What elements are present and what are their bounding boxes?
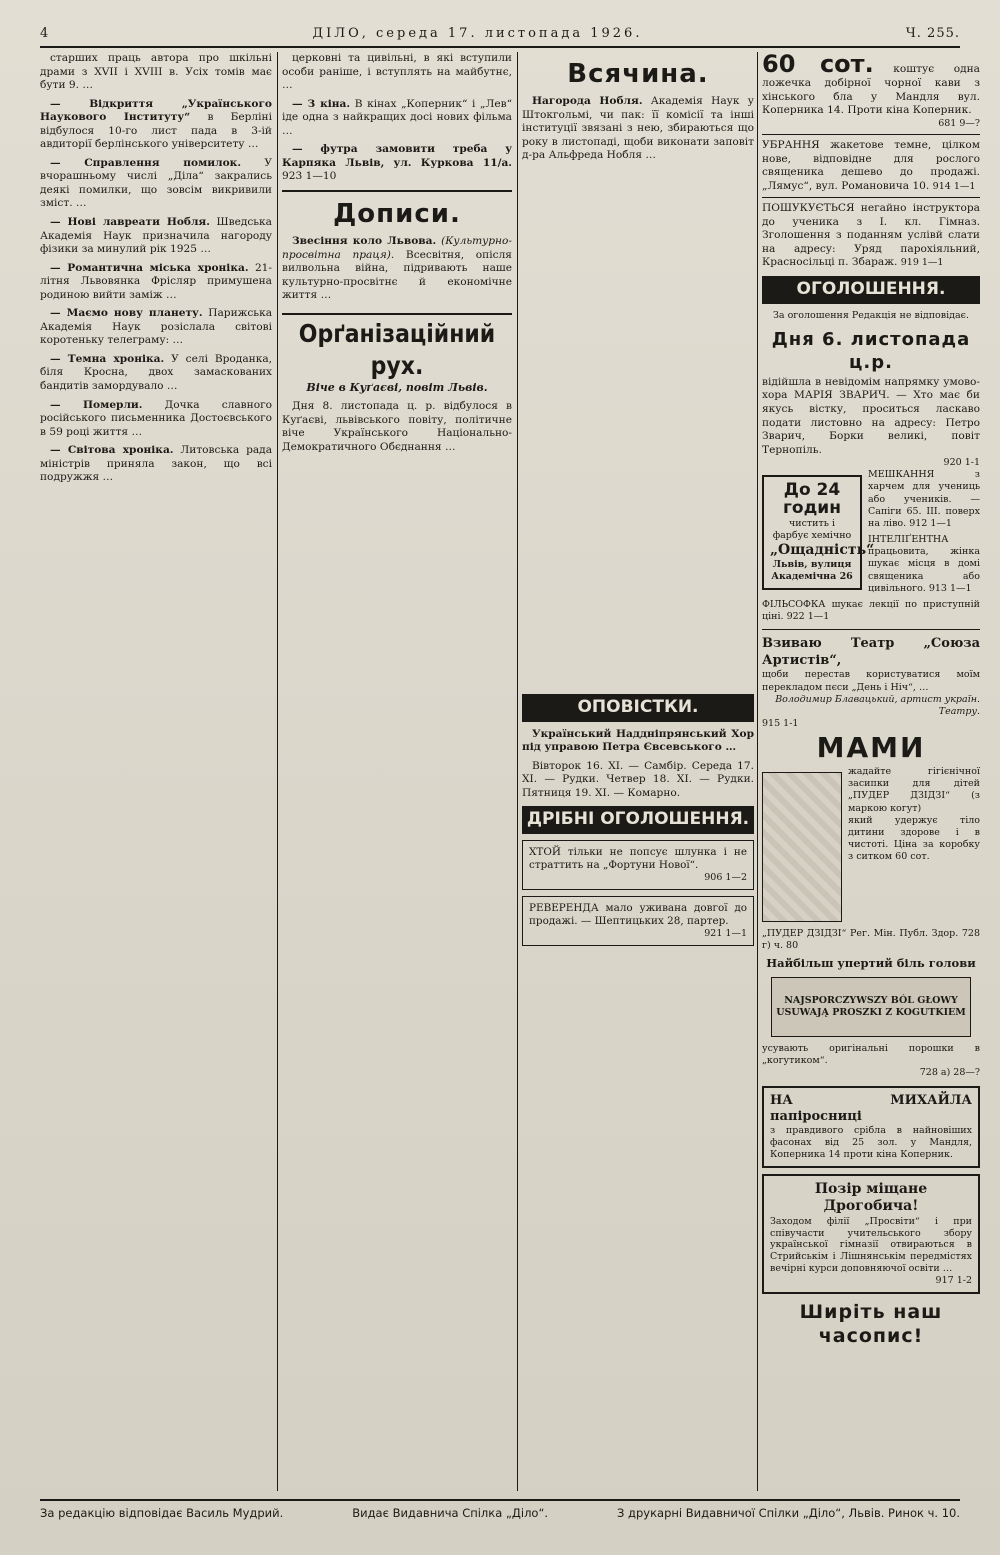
article-dark-chronicle	[40, 353, 272, 394]
ad-drohobych	[762, 1174, 980, 1294]
ad-address: Львів, вулиця Академічна 26	[771, 559, 853, 583]
ad-text: ПОШУКУЄТЬСЯ негайно інструктора до ученика з I. кл. Гімназ. Зголошення з поданням услівй слати на адресу: Уряд парохіяльний, Красносільці п. Збараж.	[762, 202, 980, 269]
ad-number: 917 1-2	[935, 1275, 972, 1287]
headline: — Померли.	[50, 398, 143, 411]
ad-mykhaila	[762, 1086, 980, 1168]
headline: — З кіна.	[292, 97, 351, 110]
article-text: церковні та цивільні, в які вступили особи раніше, і вступлять на майбутнє, …	[282, 52, 512, 92]
article-nobel-laureates	[40, 216, 272, 257]
ad-number: 922 1—1	[786, 611, 830, 623]
paper-name: ДІЛО	[312, 25, 362, 41]
shirit-slogan: Ширіть наш часопис!	[799, 1300, 943, 1348]
notice-dates: Вівторок 16. XI. — Самбір. Середа 17. XI. — Рудки. Четвер 18. XI. — Рудки. Пятниця 19. XI. — Комарно.	[522, 759, 754, 799]
ad-headline: До 24 годин	[783, 480, 841, 519]
text-continuation	[522, 168, 754, 688]
ad-6-november-headline: Дня 6. листопада ц.р.	[771, 328, 971, 373]
ad-headline: 60 сот.	[762, 52, 874, 78]
article-text: Парижська Академія Наук розіслала світові коротеньку телеграму: …	[40, 307, 272, 347]
ad-number: 912 1—1	[909, 517, 952, 529]
ad-teatr-text: щоби перестав користуватися моїм перекладом пєси „День і Ніч“, …	[762, 669, 980, 693]
section-title-opovistky: ОПОВІСТКИ.	[522, 694, 754, 722]
section-title-ogoloshennia: ОГОЛОШЕННЯ.	[762, 276, 980, 304]
ad-number: 920 1-1	[943, 457, 980, 469]
article-text: У селі Вроданка, біля Кросна, двох замаскованих бандитів замордувало …	[40, 352, 272, 393]
ad-reverenda	[522, 896, 754, 946]
article-corrections	[40, 157, 272, 211]
ad-number: 919 1—1	[900, 257, 944, 269]
ad-puder: „ПУДЕР ДЗІДЗІ“ Рег. Мін. Публ. Здор. 728 г) ч. 80	[762, 928, 980, 952]
article-world	[40, 444, 272, 485]
column-divider	[277, 52, 278, 1491]
ad-text: ХТОЙ тільки не попсує шлунка і не страттить на „Фортуни Нової“.	[529, 846, 747, 872]
article-nobel-prize	[522, 95, 754, 163]
divider	[762, 629, 980, 630]
page-number: 4	[40, 25, 50, 41]
article-text: Всесвітня, опісля вилвольна війна, підривають наше культурно-просвітнє й економічне життя …	[282, 248, 512, 302]
paper-title: ДІЛО, середа 17. листопада 1926.	[312, 25, 643, 41]
ad-bil-text: усувають оригінальні порошки в „когутиком“.	[762, 1043, 980, 1067]
article-text: старших праць автора про шкільні драми з XVII і XVIII в. Усіх томів має бути 9. …	[40, 52, 272, 92]
puder-can-illustration	[762, 772, 842, 922]
article-text: Академія Наук у Штокгольмі, чи пак: її комісії та інші інституції звязані з нею, збираються що року в листопаді, щоби виконати заповіт д-ра Альфреда Нобля …	[522, 95, 754, 162]
ad-hto	[522, 840, 754, 890]
ad-filosofka	[762, 599, 980, 623]
column-1	[40, 52, 272, 1491]
ad-oshchadnist	[762, 475, 875, 590]
ad-text: ІНТЕЛІҐЕНТНА працьовита, жінка шукає місця в домі священика або цивільного.	[868, 534, 980, 594]
article-text: Литовська рада міністрів приняла закон, що всі подружжя …	[40, 444, 272, 484]
ad-mami-headline: МАМИ	[816, 731, 926, 765]
article-text: Дочка славного російського письменника Достоєвського в 59 році життя …	[40, 398, 272, 438]
issue-date: середа 17. листопада 1926.	[376, 25, 643, 41]
footer-printer: З друкарні Видавничої Спілки „Діло“, Львів. Ринок ч. 10.	[617, 1506, 960, 1520]
headline: Звесіння коло Львова.	[292, 235, 437, 248]
ad-headline: Позір міщане Дрогобича!	[814, 1180, 928, 1215]
ad-text: РЕВЕРЕНДА мало уживана довгої до продажі. — Шептицьких 28, партер.	[529, 902, 747, 928]
article-planet	[40, 307, 272, 348]
article-romantic	[40, 262, 272, 303]
ad-number: 728 а) 28—?	[919, 1067, 980, 1079]
ad-bil-headline: Найбільш упертий біль голови	[766, 956, 976, 971]
column-4	[762, 52, 980, 1491]
footer-publisher: Видає Видавнича Спілка „Діло“.	[352, 1506, 549, 1520]
ad-ubrannia	[762, 139, 980, 193]
headline: — Романтична міська хроніка.	[50, 261, 249, 274]
ad-number: 914 1—1	[932, 180, 976, 192]
headline: Нагорода Нобля.	[532, 95, 643, 108]
article-text: в Берліні відбулося 10-го лист пада в 3-ій авдиторії берлінського університету …	[40, 111, 272, 151]
ad-number: 681 9—?	[938, 117, 980, 129]
section-title-dopysy: Дописи.	[333, 198, 461, 229]
ad-number: 906 1—2	[704, 872, 747, 884]
ad-text: — футра замовити треба у Карпяка Львів, ул. Куркова 11/а.	[282, 143, 512, 169]
section-divider	[282, 190, 512, 192]
article-text: Дня 8. листопада ц. р. відбулося в Куґаєві, львівського повіту, політичне віче Українського Національно-Демократичного Обєднання …	[282, 400, 512, 453]
headline: — Маємо нову планету.	[50, 307, 203, 320]
masthead	[40, 20, 960, 48]
imprint-footer	[40, 1499, 960, 1525]
ad-teatr-headline: Взиваю Театр „Союза Артистів“,	[762, 636, 980, 668]
headline: — Темна хроніка.	[50, 352, 165, 365]
ad-number: 921 1—1	[704, 928, 747, 940]
notice-choir	[522, 728, 754, 755]
column-divider	[517, 52, 518, 1491]
ad-mami-text: жадайте гігієнічної засипки для дітей „ПУДЕР ДЗІДЗІ“ (з маркою когут)	[848, 766, 980, 814]
subheadline: (Культурно-просвітна праця).	[282, 235, 512, 261]
article-text: В кінах „Коперник“ і „Лев“ іде одна з найкращих досі нових фільма …	[282, 97, 512, 137]
headline: — Справлення помилок.	[50, 156, 242, 169]
ad-teatr-signature: Володимир Блавацький, артист україн. Театру.	[775, 693, 980, 717]
ad-text: УБРАННЯ жакетове темне, цілком нове, відповідне для рослого священика дешево до продажі. „Лямус“, вул. Романовича 10.	[762, 138, 980, 192]
ad-text: ФІЛЬСОФКА шукає лекції по приступній ціні.	[762, 598, 980, 623]
article-text: Шведська Академія Наук призначила нагороду фізики за минулий рік 1925 …	[40, 216, 272, 256]
ad-text: МЕШКАННЯ з харчем для учениць або учеників. — Сапіги 65. III. поверх на ліво.	[868, 469, 980, 529]
ad-number: 913 1—1	[928, 582, 972, 594]
article-cinema	[282, 98, 512, 139]
article-deaths	[40, 399, 272, 440]
ad-text: чистить і фарбує хемічно	[772, 518, 852, 541]
ad-text: коштує одна ложечка добірної чорної кави з хінського бла у Мандля вул. Коперника 14. Проти кіна Коперник.	[762, 63, 980, 117]
article-text: У вчорашньому числі „Діла“ закрались деякі помилки, що зовсім викривили зміст. …	[40, 156, 272, 210]
section-title-vsiachyna: Всячина.	[567, 59, 709, 89]
ad-number: 923 1—10	[282, 170, 337, 183]
article-ukr-institute	[40, 98, 272, 152]
notice-text: Український Наддніпрянський Хор під управою Петра Євсевського …	[522, 727, 754, 754]
ad-6-november-text: відійшла в невідомім напрямку умово-хора МАРІЯ ЗВАРИЧ. — Хто має би якусь вістку, проситься ласкаво подати листовно на адресу: Петро Зварич, Борки великі, повіт Тернопіль.	[762, 375, 980, 456]
ad-brand: „Ощадність“	[770, 541, 875, 558]
ad-futra	[282, 143, 512, 184]
section-divider	[282, 313, 512, 315]
subheadline: Віче в Куґаєві, повіт Львів.	[306, 381, 488, 395]
column-3	[522, 52, 754, 1491]
divider	[762, 134, 980, 135]
section-title-org: Орґанізаційний рух.	[298, 319, 496, 381]
divider	[762, 197, 980, 198]
ad-number: 915 1-1	[762, 718, 799, 730]
article-text: 21-літня Львовянка Фрісляр примушена родиною вийти заміж …	[40, 261, 272, 301]
rooster-box-text: NAJSPORCZYWSZY BÓL GŁOWY USUWAJĄ PROSZKI Z KOGUTKIEM	[776, 994, 966, 1019]
disclaimer: За оголошення Редакція не відповідає.	[772, 309, 970, 321]
column-divider	[757, 52, 758, 1491]
headline: — Нові лавреати Нобля.	[50, 216, 210, 229]
ad-poshukuietsia	[762, 202, 980, 270]
ad-text: з правдивого срібла в найновіших фасонах від 25 зол. у Мандля, Коперника 14 проти кіна Коперник.	[770, 1125, 972, 1160]
rooster-box	[771, 977, 971, 1037]
ad-mami-text-2: який удержує тіло дитини здорове і в чистоті. Ціна за коробку з ситком 60 сот.	[848, 814, 980, 863]
headline: — Відкриття „Українського Наукового Інституту“	[40, 97, 272, 124]
column-2	[282, 52, 512, 1491]
article-zvesinnia	[282, 235, 512, 303]
issue-number: Ч. 255.	[905, 25, 960, 41]
headline: — Світова хроніка.	[50, 444, 174, 457]
ad-60-sot	[762, 52, 980, 130]
section-title-small-ads: ДРІБНІ ОГОЛОШЕННЯ.	[522, 806, 754, 834]
ad-headline: НА МИХАЙЛА папіросниці	[770, 1092, 972, 1124]
ad-text: Заходом філії „Просвіти“ і при співучасти учительського збору української гімназії отвираються в Стрийськім і Лішнянськім передмістях вечірні курси доповняючої освіти …	[770, 1215, 972, 1275]
footer-editor: За редакцію відповідає Василь Мудрий.	[40, 1506, 284, 1520]
